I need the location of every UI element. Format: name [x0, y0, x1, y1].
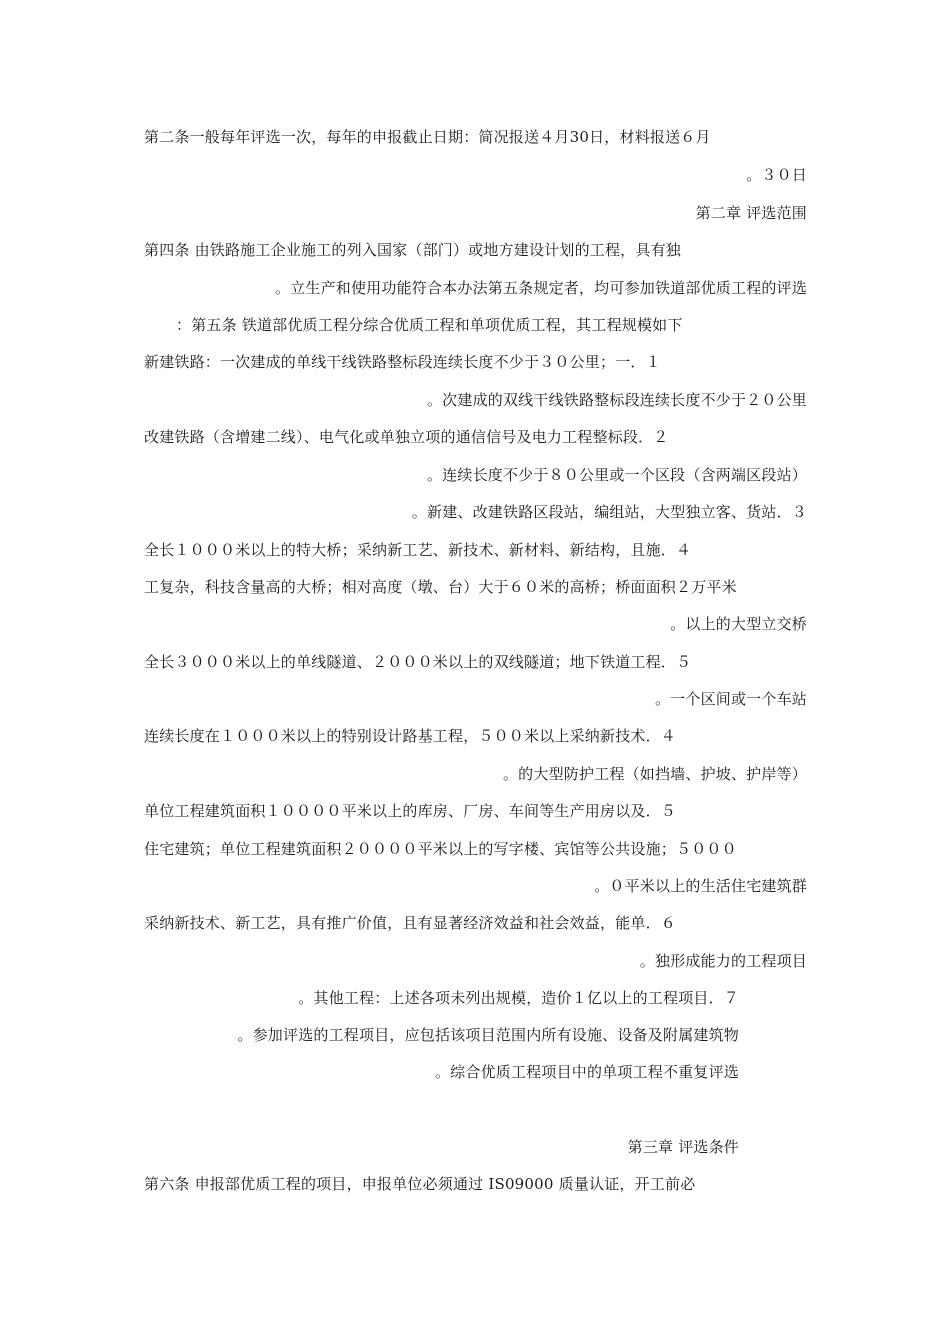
- list-item-line: 全长１０００米以上的特大桥；采纳新工艺、新技术、新材料、新结构，且施．４: [144, 541, 692, 559]
- paragraph-line: 。综合优质工程项目中的单项工程不重复评选: [434, 1063, 739, 1081]
- list-item-line: 。连续长度不少于８０公里或一个区段（含两端区段站）: [426, 466, 807, 484]
- list-item-line: 全长３０００米以上的单线隧道、２０００米以上的双线隧道；地下铁道工程．５: [144, 653, 692, 671]
- list-item-line: 。０平米以上的生活住宅建筑群: [594, 877, 807, 895]
- list-item-line: 。以上的大型立交桥: [670, 615, 807, 633]
- paragraph-line-article-6: 第六条 申报部优质工程的项目，申报单位必须通过 IS09000 质量认证，开工前必: [144, 1175, 696, 1193]
- paragraph-line-article-4: 第四条 由铁路施工企业施工的列入国家（部门）或地方建设计划的工程，具有独: [144, 241, 681, 259]
- paragraph-line: 。立生产和使用功能符合本办法第五条规定者，均可参加铁道部优质工程的评选: [274, 279, 807, 297]
- list-item-line: 采纳新技术、新工艺，具有推广价值，且有显著经济效益和社会效益，能单．６: [144, 914, 677, 932]
- paragraph-line: 。３０日: [746, 166, 807, 184]
- paragraph-line: 。参加评选的工程项目，应包括该项目范围内所有设施、设备及附属建筑物: [237, 1026, 739, 1044]
- list-item-line: 。的大型防护工程（如挡墙、护坡、护岸等）: [502, 765, 807, 783]
- list-item-line: 单位工程建筑面积１００００平米以上的库房、厂房、车间等生产用房以及．５: [144, 802, 677, 820]
- list-item-line: 新建铁路：一次建成的单线干线铁路整标段连续长度不少于３０公里；一．１: [144, 353, 661, 371]
- list-item-line: 。次建成的双线干线铁路整标段连续长度不少于２０公里: [426, 391, 807, 409]
- list-item-line: 。新建、改建铁路区段站，编组站，大型独立客、货站．３: [411, 503, 807, 521]
- chapter-heading-3: 第三章 评选条件: [627, 1138, 739, 1156]
- chapter-heading-2: 第二章 评选范围: [695, 204, 807, 222]
- list-item-line: 。独形成能力的工程项目: [639, 952, 807, 970]
- list-item-line: 。一个区间或一个车站: [654, 690, 807, 708]
- list-item-line: 改建铁路（含增建二线）、电气化或单独立项的通信信号及电力工程整标段．２: [144, 428, 669, 446]
- paragraph-line-article-2: 第二条一般每年评选一次，每年的申报截止日期：简况报送４月30日，材料报送６月: [144, 128, 711, 146]
- list-item-line: 工复杂，科技含量高的大桥；相对高度（墩、台）大于６０米的高桥；桥面面积２万平米: [144, 578, 737, 596]
- paragraph-line-article-5: ：第五条 铁道部优质工程分综合优质工程和单项优质工程，其工程规模如下: [176, 316, 683, 334]
- list-item-line: 。其他工程：上述各项未列出规模，造价１亿以上的工程项目．７: [298, 989, 739, 1007]
- list-item-line: 住宅建筑；单位工程建筑面积２００００平米以上的写字楼、宾馆等公共设施；５０００: [144, 840, 737, 858]
- list-item-line: 连续长度在１０００米以上的特别设计路基工程，５００米以上采纳新技术．４: [144, 727, 677, 745]
